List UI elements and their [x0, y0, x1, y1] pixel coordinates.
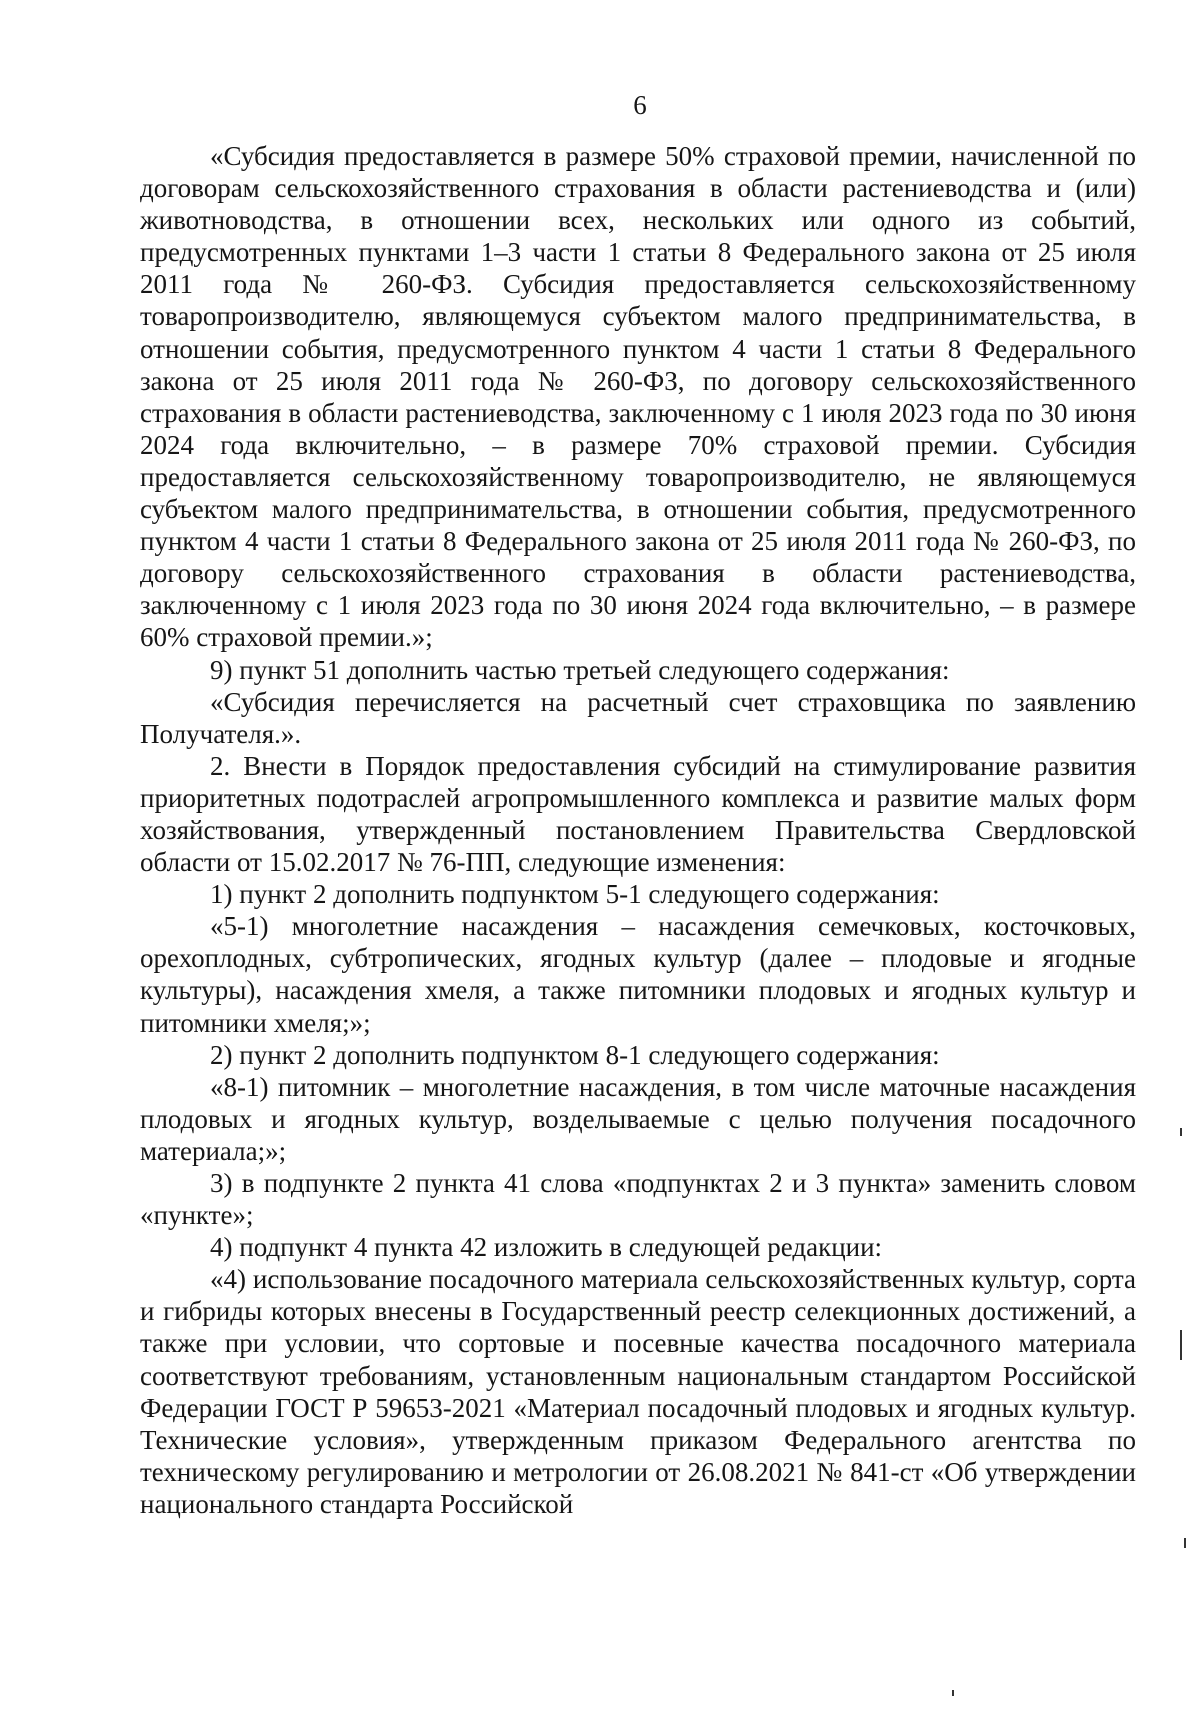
- scan-mark: [952, 1690, 954, 1696]
- paragraph-requirement-4: «4) использование посадочного материала сельскохозяйственных культур, сорта и гибриды которых внесены в Государственный реестр селекционных достижений, а также при условии, что сортовые и посевные качества посадочного материала соответствуют требованиям, установленным национальным стандартом Российской Федерации ГОСТ Р 59653-2021 «Материал посадочный плодовых и ягодных культур. Технические условия», утвержденным приказом Федерального агентства по техническому регулированию и метрологии от 26.08.2021 № 841-ст «Об утверждении национального стандарта Российской: [140, 1264, 1136, 1519]
- paragraph-subitem-2: 2) пункт 2 дополнить подпунктом 8-1 следующего содержания:: [210, 1039, 940, 1070]
- paragraph-subsidy-terms: «Субсидия предоставляется в размере 50% страховой премии, начисленной по договорам сельскохозяйственного страхования в области растениеводства и (или) животноводства, в отношении всех, нескольких или одного из событий, предусмотренных пунктами 1–3 части 1 статьи 8 Федерального закона от 25 июля 2011 года № 260-ФЗ. Субсидия предоставляется сельскохозяйственному товаропроизводителю, являющемуся субъектом малого предпринимательства, в отношении события, предусмотренного пунктом 4 части 1 статьи 8 Федерального закона от 25 июля 2011 года № 260-ФЗ, по договору сельскохозяйственного страхования в области растениеводства, заключенному с 1 июля 2023 года по 30 июня 2024 года включительно, – в размере 70% страховой премии. Субсидия предоставляется сельскохозяйственному товаропроизводителю, не являющемуся субъектом малого предпринимательства, в отношении события, предусмотренного пунктом 4 части 1 статьи 8 Федерального закона от 25 июля 2011 года № 260-ФЗ, по договору сельскохозяйственного страхования в области растениеводства, заключенному с 1 июля 2023 года по 30 июня 2024 года включительно, – в размере 60% страховой премии.»;: [140, 141, 1136, 653]
- page-number: 6: [633, 90, 647, 120]
- paragraph-item-9: 9) пункт 51 дополнить частью третьей следующего содержания:: [210, 654, 950, 685]
- scan-mark: [1184, 1538, 1186, 1548]
- document-body: [140, 140, 1136, 1520]
- paragraph-definition-5-1: «5-1) многолетние насаждения – насаждения семечковых, косточковых, орехоплодных, субтропических, ягодных культур (далее – плодовые и ягодные культуры), насаждения хмеля, а также питомники плодовых и ягодных культур и питомники хмеля;»;: [140, 911, 1136, 1038]
- paragraph-subitem-4: 4) подпункт 4 пункта 42 изложить в следующей редакции:: [210, 1232, 883, 1263]
- paragraph-subitem-1: 1) пункт 2 дополнить подпунктом 5-1 следующего содержания:: [210, 879, 940, 910]
- paragraph-subitem-3: 3) в подпункте 2 пункта 41 слова «подпунктах 2 и 3 пункта» заменить словом «пункте»;: [140, 1168, 1136, 1231]
- scan-mark: [1180, 1330, 1182, 1360]
- paragraph-section-2: 2. Внести в Порядок предоставления субсидий на стимулирование развития приоритетных подотраслей агропромышленного комплекса и развитие малых форм хозяйствования, утвержденный постановлением Правительства Свердловской области от 15.02.2017 № 76-ПП, следующие изменения:: [140, 750, 1136, 878]
- paragraph-subsidy-transfer: «Субсидия перечисляется на расчетный счет страховщика по заявлению Получателя.».: [140, 686, 1136, 749]
- scan-mark: [1180, 1128, 1182, 1136]
- paragraph-definition-8-1: «8-1) питомник – многолетние насаждения, в том числе маточные насаждения плодовых и ягодных культур, возделываемые с целью получения посадочного материала;»;: [140, 1071, 1136, 1166]
